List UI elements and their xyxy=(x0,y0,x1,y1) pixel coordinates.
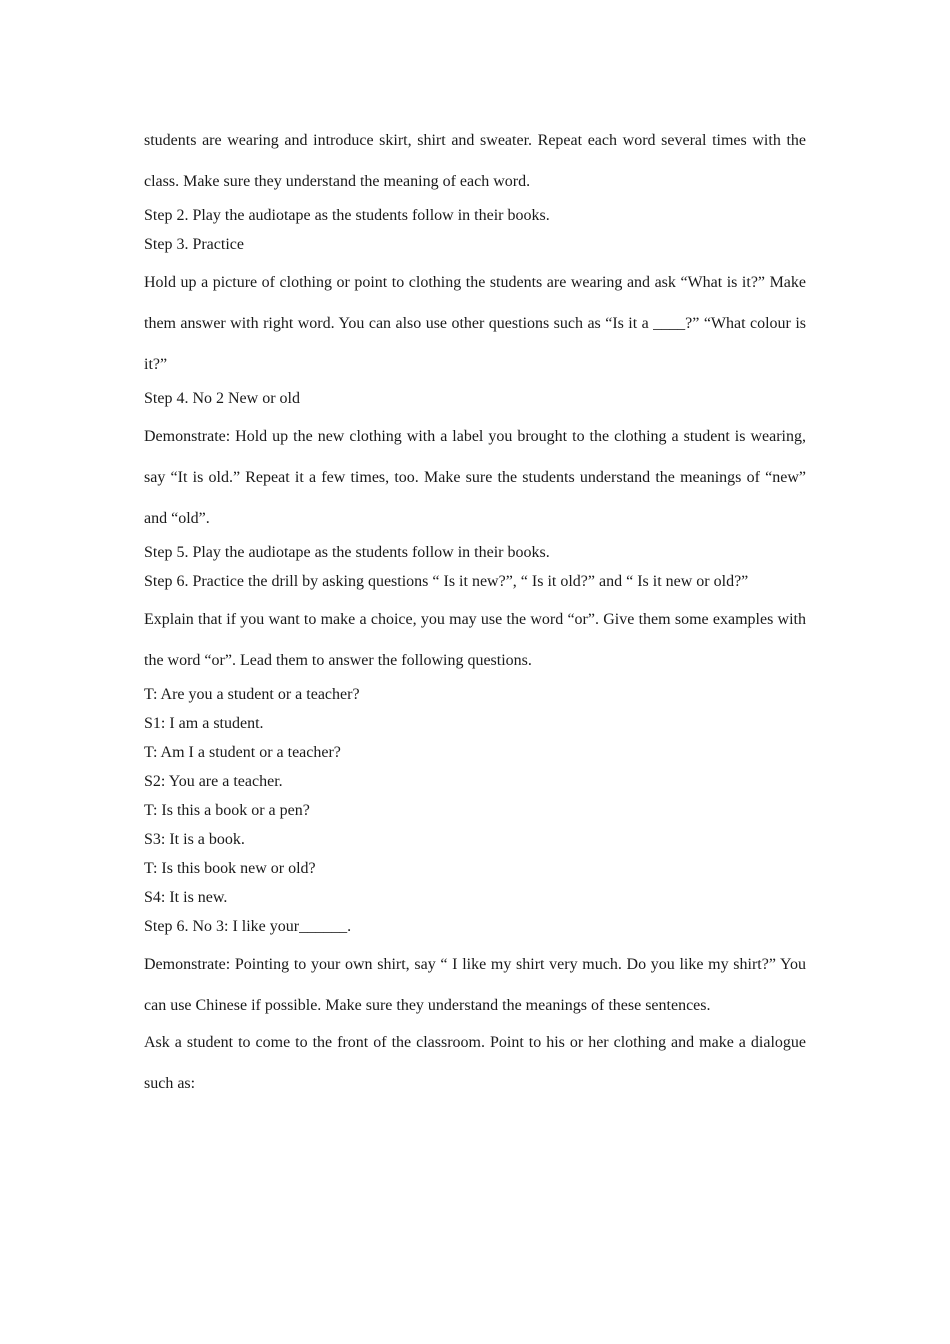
paragraph-ask-student: Ask a student to come to the front of the classroom. Point to his or her clothing and make a dialogue such as: xyxy=(144,1034,806,1092)
paragraph-step-5: Step 5. Play the audiotape as the students follow in their books. xyxy=(144,544,550,561)
dialogue-line-t4: T: Is this book new or old? xyxy=(144,860,316,877)
dialogue-line-t1: T: Are you a student or a teacher? xyxy=(144,686,360,703)
paragraph-step-3-heading: Step 3. Practice xyxy=(144,236,244,253)
paragraph-step-2: Step 2. Play the audiotape as the students follow in their books. xyxy=(144,207,550,224)
paragraph-step-4-heading: Step 4. No 2 New or old xyxy=(144,390,300,407)
paragraph-explain-or: Explain that if you want to make a choice, you may use the word “or”. Give them some examples with the word “or”. Lead them to answer the following questions. xyxy=(144,611,806,669)
dialogue-line-t3: T: Is this a book or a pen? xyxy=(144,802,310,819)
paragraph-step-6-no-3-heading: Step 6. No 3: I like your______. xyxy=(144,918,352,935)
dialogue-line-s4: S4: It is new. xyxy=(144,889,228,906)
dialogue-line-s2: S2: You are a teacher. xyxy=(144,773,283,790)
dialogue-line-t2: T: Am I a student or a teacher? xyxy=(144,744,341,761)
dialogue-line-s1: S1: I am a student. xyxy=(144,715,264,732)
dialogue-line-s3: S3: It is a book. xyxy=(144,831,245,848)
paragraph-step-6-drill: Step 6. Practice the drill by asking questions “ Is it new?”, “ Is it old?” and “ Is it new or old?” xyxy=(144,573,749,590)
paragraph-practice-instructions: Hold up a picture of clothing or point to clothing the students are wearing and ask “What is it?” Make them answer with right word. You can also use other questions such as “Is it a ____?” “What colour is it?” xyxy=(144,274,806,373)
paragraph-demonstrate-new-old: Demonstrate: Hold up the new clothing with a label you brought to the clothing a student is wearing, say “It is old.” Repeat it a few times, too. Make sure the students understand the meanings of “new” and “old”. xyxy=(144,428,806,527)
document-body xyxy=(144,120,806,1100)
paragraph-intro-vocabulary: students are wearing and introduce skirt, shirt and sweater. Repeat each word several times with the class. Make sure they understand the meaning of each word. xyxy=(144,132,806,190)
paragraph-demonstrate-shirt: Demonstrate: Pointing to your own shirt, say “ I like my shirt very much. Do you like my shirt?” You can use Chinese if possible. Make sure they understand the meanings of these sentences. xyxy=(144,956,806,1014)
